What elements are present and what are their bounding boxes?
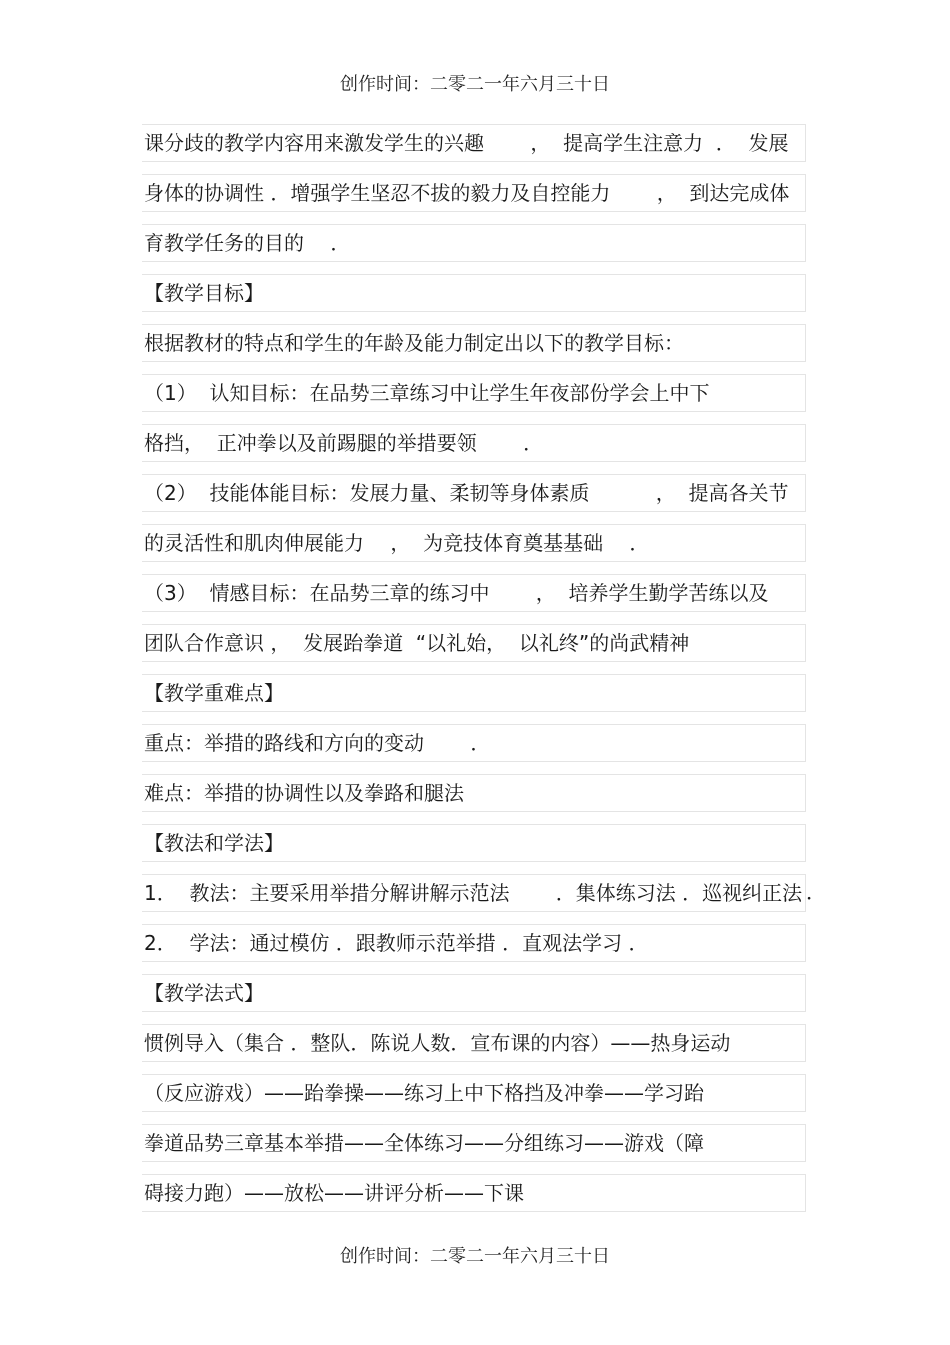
page-footer: 创作时间：二零二一年六月三十日 [340,1246,610,1267]
text-line: 团队合作意识 ， 发展跆拳道 “以礼始， 以礼终”的尚武精神 [142,624,806,662]
text-line: 碍接力跑）——放松——讲评分析——下课 [142,1174,806,1212]
text-line: 重点：举措的路线和方向的变动 ． [142,724,806,762]
text-line: （2） 技能体能目标：发展力量、柔韧等身体素质 ， 提高各关节 [142,474,806,512]
section-heading: 【教法和学法】 [142,824,806,862]
text-line: （反应游戏）——跆拳操——练习上中下格挡及冲拳——学习跆 [142,1074,806,1112]
text-line: 2． 学法：通过模仿 ．跟教师示范举措 ．直观法学习 ． [142,924,806,962]
trailing-period: ． [806,880,826,904]
text-line: 难点：举措的协调性以及拳路和腿法 [142,774,806,812]
page-header: 创作时间：二零二一年六月三十日 [340,74,610,95]
text-line: （1） 认知目标：在品势三章练习中让学生年夜部份学会上中下 [142,374,806,412]
text-line: 拳道品势三章基本举措——全体练习——分组练习——游戏（障 [142,1124,806,1162]
text-line: 身体的协调性 ．增强学生坚忍不拔的毅力及自控能力 ， 到达完成体 [142,174,806,212]
section-heading: 【教学目标】 [142,274,806,312]
text-line: 惯例导入（集合 ．整队．陈说人数．宣布课的内容）——热身运动 [142,1024,806,1062]
text-line: 课分歧的教学内容用来激发学生的兴趣 ， 提高学生注意力 ． 发展 [142,124,806,162]
text-line: 格挡， 正冲拳以及前踢腿的举措要领 ． [142,424,806,462]
section-heading: 【教学法式】 [142,974,806,1012]
text-line: 育教学任务的目的 ． [142,224,806,262]
section-heading: 【教学重难点】 [142,674,806,712]
text-line: 根据教材的特点和学生的年龄及能力制定出以下的教学目标： [142,324,806,362]
text-line: 1． 教法：主要采用举措分解讲解示范法 ．集体练习法 ．巡视纠正法 [142,874,806,912]
text-line: 的灵活性和肌肉伸展能力 ， 为竞技体育奠基基础 ． [142,524,806,562]
text-line: （3） 情感目标：在品势三章的练习中 ， 培养学生勤学苦练以及 [142,574,806,612]
